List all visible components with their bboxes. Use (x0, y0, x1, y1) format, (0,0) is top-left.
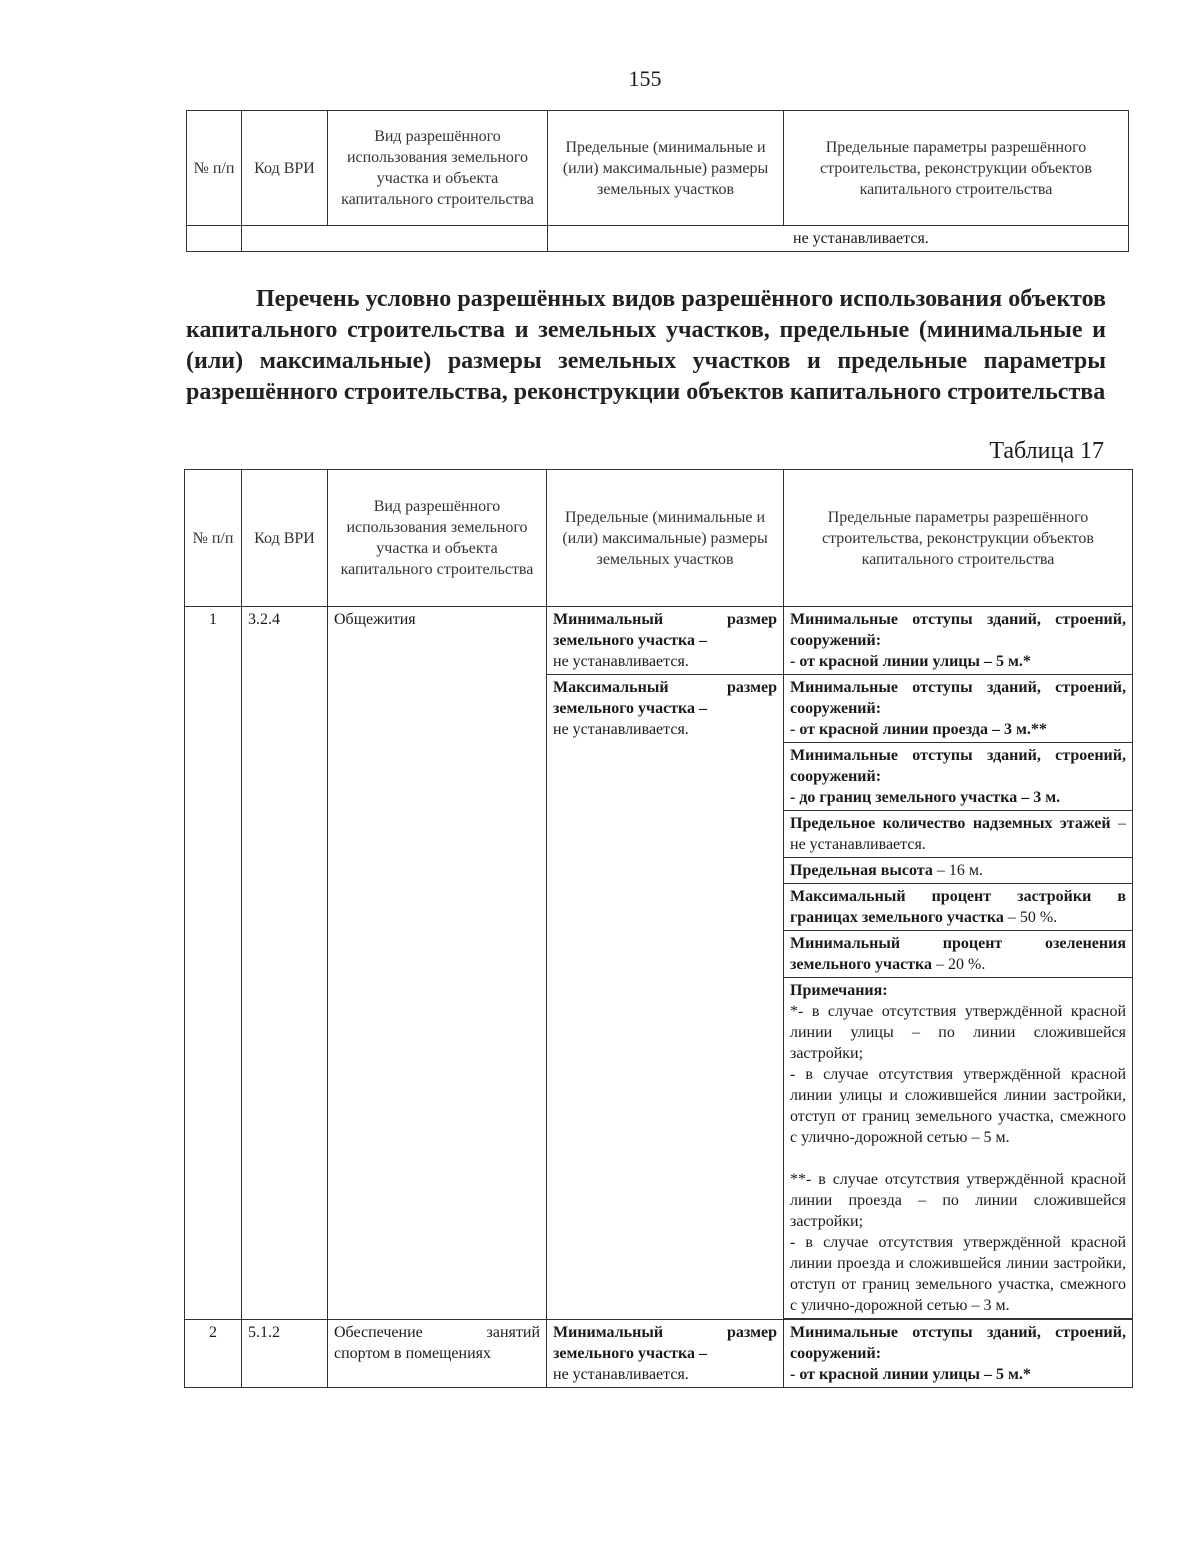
param-label: Предельное количество надземных этажей (790, 815, 1111, 832)
param-cell (784, 931, 1133, 978)
row-kind: Общежития (328, 607, 547, 1320)
notes-title: Примечания: (790, 982, 888, 999)
param-label: Предельная высота (790, 862, 933, 879)
table-row (185, 607, 1133, 675)
param-value: – 20 %. (932, 956, 986, 973)
param-value: - от красной линии улицы – 5 м.* (790, 1366, 1031, 1383)
min-size-value: не устанавливается. (553, 1366, 689, 1383)
param-label: Минимальные отступы зданий, строений, сооружений: (790, 1324, 1126, 1362)
table-row (185, 1320, 1133, 1388)
param-label: Минимальный процент озеленения земельного участка (790, 935, 1126, 973)
row-num: 1 (185, 607, 242, 1320)
row-kind: Обеспечение занятий спортом в помещениях (328, 1320, 547, 1388)
max-size-value: не устанавливается. (553, 721, 689, 738)
continuation-table (186, 110, 1129, 252)
table-row (187, 226, 1129, 252)
col-header-kind: Вид разрешённого использования земельного участка и объекта капитального строительства (328, 470, 547, 607)
param-label: Максимальный процент застройки в границах земельного участка (790, 888, 1126, 926)
col-header-params: Предельные параметры разрешённого строительства, реконструкции объектов капитального строительства (784, 111, 1129, 226)
param-value: – 16 м. (932, 862, 983, 879)
row-num: 2 (185, 1320, 242, 1388)
param-label: Минимальные отступы зданий, строений, сооружений: (790, 611, 1126, 649)
col-header-params: Предельные параметры разрешённого строительства, реконструкции объектов капитального строительства (784, 470, 1133, 607)
max-size-label: Максимальный размер земельного участка – (553, 679, 777, 717)
col-header-sizes: Предельные (минимальные и (или) максимальные) размеры земельных участков (548, 111, 784, 226)
param-value: - от красной линии проезда – 3 м.** (790, 721, 1047, 738)
col-header-kind: Вид разрешённого использования земельного участка и объекта капитального строительства (328, 111, 548, 226)
param-cell (784, 858, 1133, 884)
row-code: 5.1.2 (242, 1320, 328, 1388)
min-size-cell (547, 1320, 784, 1388)
col-header-num: № п/п (185, 470, 242, 607)
col-header-code: Код ВРИ (242, 111, 328, 226)
param-cell (784, 884, 1133, 931)
notes-cell (784, 978, 1133, 1319)
col-header-code: Код ВРИ (242, 470, 328, 607)
param-label: Минимальные отступы зданий, строений, сооружений: (790, 747, 1126, 785)
param-value: - от красной линии улицы – 5 м.* (790, 653, 1031, 670)
row-code: 3.2.4 (242, 607, 328, 1320)
table-header-row (187, 111, 1129, 226)
notes-text: *- в случае отсутствия утверждённой красной линии улицы – по линии сложившейся застройки; - в случае отсутствия утверждённой красной линии улицы и сложившейся линии застройки, отступ от границ земельного участка, смежного с улично-дорожной сетью – 5 м. **- в случае отсутствия утверждённой красной линии проезда – по линии сложившейся застройки; - в случае отсутствия утверждённой красной линии проезда и сложившейся линии застройки, отступ от границ земельного участка, смежного с улично-дорожной сетью – 3 м. (790, 1003, 1126, 1314)
param-cell (784, 675, 1133, 743)
param-cell (784, 1320, 1133, 1388)
table-caption: Таблица 17 (989, 438, 1104, 464)
min-size-label: Минимальный размер земельного участка – (553, 611, 777, 649)
min-size-value: не устанавливается. (553, 653, 689, 670)
table-header-row (185, 470, 1133, 607)
continued-cell-text: не устанавливается. (548, 226, 1129, 252)
param-value: – не устанавливается. (790, 815, 1126, 853)
page-number: 155 (628, 66, 662, 91)
min-size-cell (547, 607, 784, 675)
param-cell (784, 607, 1133, 675)
col-header-num: № п/п (187, 111, 242, 226)
param-cell (784, 743, 1133, 811)
col-header-sizes: Предельные (минимальные и (или) максимальные) размеры земельных участков (547, 470, 784, 607)
section-heading: Перечень условно разрешённых видов разрешённого использования объектов капитального строительства и земельных участков, предельные (минимальные и (или) максимальные) размеры земельных участков и предельные параметры разрешённого строительства, реконструкции объектов капитального строительства (186, 286, 1106, 405)
min-size-label: Минимальный размер земельного участка – (553, 1324, 777, 1362)
param-cell (784, 811, 1133, 858)
param-label: Минимальные отступы зданий, строений, сооружений: (790, 679, 1126, 717)
table-17 (184, 469, 1133, 1388)
max-size-cell (547, 675, 784, 1320)
param-value: - до границ земельного участка – 3 м. (790, 789, 1061, 806)
param-value: – 50 %. (1003, 909, 1058, 926)
